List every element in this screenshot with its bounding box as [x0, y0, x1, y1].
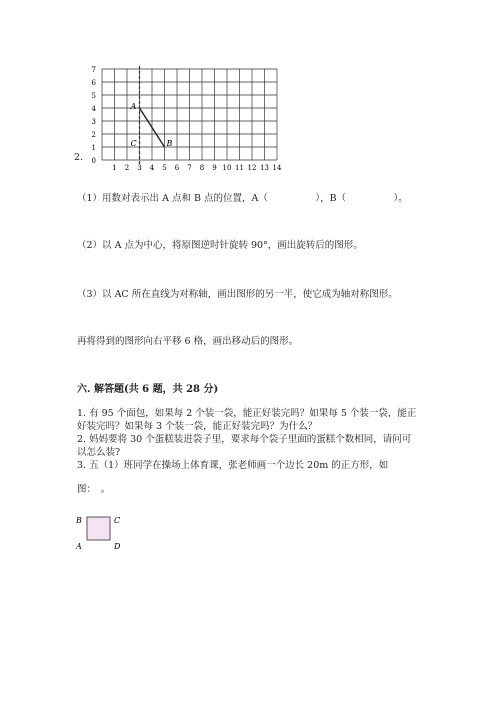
x-tick-label: 9 [212, 164, 217, 172]
section-title: 六. 解答题(共 6 题，共 28 分) [77, 384, 219, 395]
square-label-d: D [114, 542, 121, 551]
y-tick-label: 4 [91, 105, 96, 113]
x-tick-label: 4 [149, 164, 155, 172]
y-tick-label: 6 [91, 79, 96, 87]
x-tick-label: 10 [222, 164, 232, 172]
y-tick-label: 2 [91, 131, 96, 139]
problem-number: 2. [74, 152, 84, 163]
sub-question-2: （2）以 A 点为中心，将原图逆时针旋转 90°，画出旋转后的图形。 [77, 240, 363, 251]
x-tick-label: 2 [124, 164, 130, 172]
sub-question-1: （1）用数对表示出 A 点和 B 点的位置，A（ ），B（ ）。 [77, 193, 408, 204]
y-tick-label: 0 [91, 157, 96, 165]
x-tick-label: 5 [162, 164, 167, 172]
point-b-label: B [166, 139, 173, 148]
square-label-b: B [76, 516, 82, 525]
sub-question-3: （3）以 AC 所在直线为对称轴，画出图形的另一半，使它成为轴对称图形。 [77, 289, 398, 300]
y-tick-label: 1 [91, 144, 96, 152]
x-tick-label: 12 [247, 164, 257, 172]
x-axis-ticks [112, 164, 282, 172]
square-label-c: C [114, 516, 121, 525]
x-tick-label: 3 [137, 164, 142, 172]
problem-2-line-1: 2. 妈妈要将 30 个蛋糕装进袋子里，要求每个袋子里面的蛋糕个数相同，请问可 [77, 434, 412, 445]
x-tick-label: 11 [235, 164, 244, 172]
point-a-label: A [130, 102, 137, 111]
y-tick-label: 7 [91, 66, 96, 74]
problem-3-line-2: 图： 。 [77, 484, 111, 495]
y-tick-label: 3 [91, 118, 96, 126]
x-tick-label: 6 [174, 164, 180, 172]
problem-2-line-2: 以怎么装? [77, 447, 121, 458]
grid-lines [102, 69, 277, 160]
square-shape [87, 517, 110, 540]
sub-question-4: 再将得到的图形向右平移 6 格，画出移动后的图形。 [77, 336, 299, 347]
x-tick-label: 14 [272, 164, 282, 172]
x-tick-label: 1 [112, 164, 117, 172]
point-c-label: C [130, 139, 137, 148]
y-axis-ticks [92, 66, 97, 165]
problem-1-line-2: 好装完吗？如果每 3 个装一袋，能正好装完吗？为什么？ [77, 421, 318, 432]
x-tick-label: 13 [260, 164, 269, 172]
coordinate-grid [75, 60, 315, 178]
problem-1-line-1: 1. 有 95 个面包，如果每 2 个装一袋，能正好装完吗？如果每 5 个装一袋，能正 [77, 408, 417, 419]
square-label-a: A [76, 542, 82, 551]
x-tick-label: 7 [187, 164, 192, 172]
problem-3-line-1: 3. 五（1）班同学在操场上体育课，张老师画一个边长 20m 的正方形，如 [77, 460, 389, 471]
x-tick-label: 8 [199, 164, 205, 172]
y-tick-label: 5 [91, 92, 96, 100]
square-figure [70, 506, 130, 551]
